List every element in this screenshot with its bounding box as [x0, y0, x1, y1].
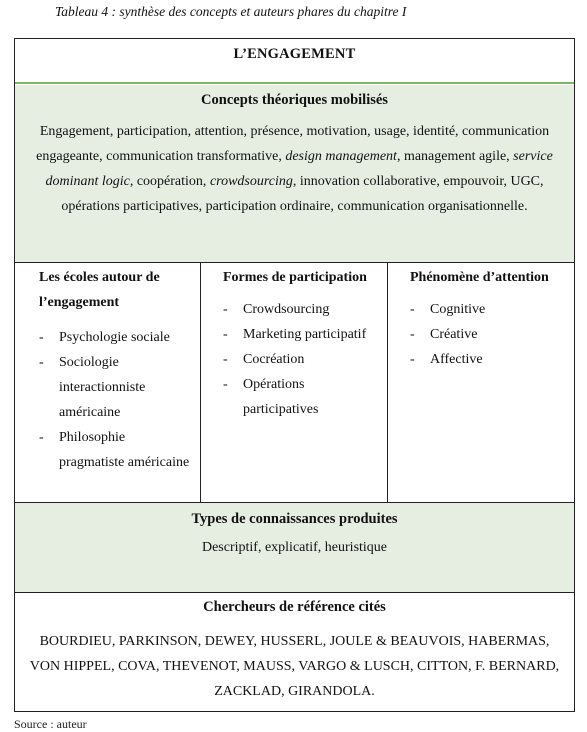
table-title-row — [15, 39, 574, 84]
list-item — [223, 372, 377, 422]
column-list — [39, 325, 190, 475]
chercheurs-heading: Chercheurs de référence cités — [203, 599, 386, 615]
concepts-segment: Engagement, participation, attention, présence, motivation, usage, identité, communication engageante, communication transformative, — [36, 124, 550, 164]
column-heading: Phénomène d’attention — [410, 270, 549, 285]
list-item-label: Cocréation — [243, 352, 305, 367]
list-marker: - — [223, 377, 228, 392]
column-formes — [201, 263, 388, 502]
concepts-heading: Concepts théoriques mobilisés — [201, 92, 388, 108]
concepts-segment: , innovation collaborative, empouvoir, UGC, opérations participatives, participation ordinaire, communication organisationnelle. — [61, 174, 544, 214]
list-marker: - — [39, 355, 44, 370]
list-item-label: Opérations participatives — [243, 377, 319, 417]
concepts-row — [15, 85, 574, 263]
columns-row — [15, 263, 574, 503]
list-item — [39, 350, 190, 425]
list-item — [410, 347, 564, 372]
list-item-label: Psychologie sociale — [59, 330, 170, 345]
column-heading: Les écoles autour de l’engagement — [39, 270, 160, 310]
source-note: Source : auteur — [14, 717, 87, 731]
synthesis-table — [14, 38, 575, 712]
list-item-label: Créative — [430, 327, 478, 342]
list-item — [410, 322, 564, 347]
list-marker: - — [39, 330, 44, 345]
column-heading: Formes de participation — [223, 270, 367, 285]
concepts-segment-italic: design management — [285, 149, 397, 164]
list-item-label: Crowdsourcing — [243, 302, 330, 317]
list-item — [39, 425, 190, 475]
list-item-label: Sociologie interactionniste américaine — [59, 355, 146, 420]
types-heading: Types de connaissances produites — [191, 511, 398, 527]
list-item-label: Marketing participatif — [243, 327, 367, 342]
concepts-segment: , management agile, — [396, 149, 514, 164]
list-item — [223, 297, 377, 322]
column-list — [223, 297, 377, 422]
list-item — [410, 297, 564, 322]
list-item-label: Cognitive — [430, 302, 486, 317]
list-marker: - — [410, 327, 415, 342]
list-item-label: Philosophie pragmatiste américaine — [59, 430, 190, 470]
table-caption: Tableau 4 : synthèse des concepts et auteurs phares du chapitre I — [55, 4, 407, 19]
column-attention — [388, 263, 574, 502]
list-marker: - — [223, 302, 228, 317]
types-row — [15, 503, 574, 593]
list-item — [39, 325, 190, 350]
list-item-label: Affective — [430, 352, 483, 367]
list-marker: - — [39, 430, 44, 445]
list-marker: - — [223, 327, 228, 342]
column-list — [410, 297, 564, 372]
list-marker: - — [410, 352, 415, 367]
concepts-segment-italic: crowdsourcing — [209, 174, 293, 189]
column-ecoles — [15, 263, 201, 502]
concepts-segment: , coopération, — [129, 174, 210, 189]
chercheurs-body: BOURDIEU, PARKINSON, DEWEY, HUSSERL, JOULE & BEAUVOIS, HABERMAS, VON HIPPEL, COVA, THEVENOT, MAUSS, VARGO & LUSCH, CITTON, F. BERNARD, ZACKLAD, GIRANDOLA. — [29, 634, 560, 699]
list-item — [223, 347, 377, 372]
table-title: L’ENGAGEMENT — [233, 46, 356, 62]
list-item — [223, 322, 377, 347]
list-marker: - — [223, 352, 228, 367]
chercheurs-row — [15, 593, 574, 712]
list-marker: - — [410, 302, 415, 317]
types-body: Descriptif, explicatif, heuristique — [201, 540, 388, 555]
concepts-body — [35, 119, 554, 219]
concepts-segment-italic: service dominant logic — [45, 149, 553, 189]
